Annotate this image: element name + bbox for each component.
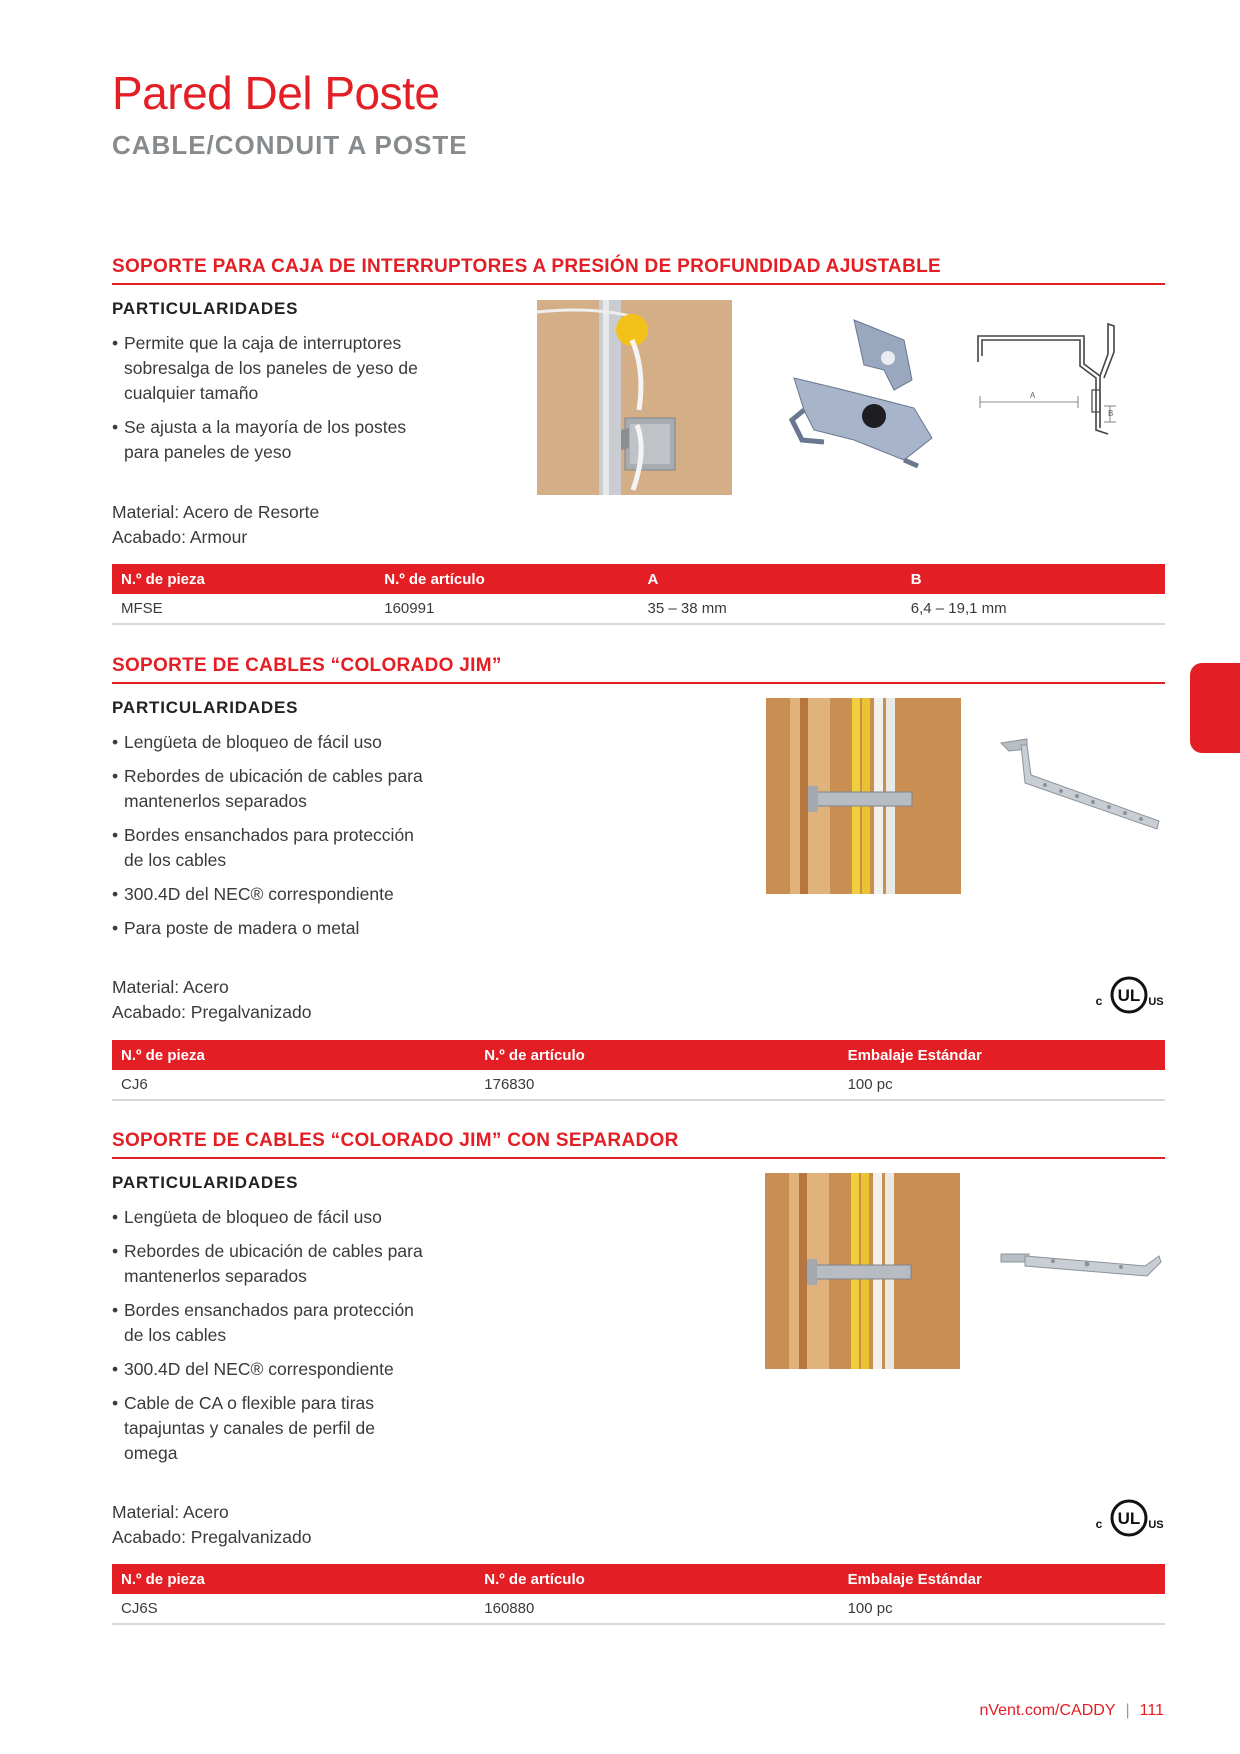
- column-header: N.º de artículo: [475, 1564, 838, 1594]
- table-row: [112, 1594, 1165, 1624]
- finish-text: Acabado: Armour: [112, 527, 248, 547]
- section-title: SOPORTE DE CABLES “COLORADO JIM” CON SEPARADOR: [112, 1130, 1165, 1159]
- dimension-drawing: [970, 318, 1120, 458]
- list-item: • Bordes ensanchados para protección de los cables: [112, 823, 432, 873]
- product-photo-installed: [537, 300, 732, 495]
- cul-us-certification-icon: [1093, 1498, 1165, 1538]
- spec-table: [112, 1040, 1165, 1101]
- features-heading: PARTICULARIDADES: [112, 1173, 299, 1192]
- column-header: N.º de pieza: [112, 1040, 475, 1070]
- list-item: • Lengüeta de bloqueo de fácil uso: [112, 1205, 432, 1230]
- footer-separator: |: [1125, 1702, 1130, 1719]
- page-number: 111: [1139, 1702, 1164, 1719]
- list-item: • Rebordes de ubicación de cables para mantenerlos separados: [112, 1239, 432, 1289]
- column-header: B: [902, 564, 1165, 594]
- table-cell: CJ6S: [112, 1594, 475, 1624]
- installed-bracket-illustration: [537, 300, 732, 495]
- finish-text: Acabado: Pregalvanizado: [112, 1527, 312, 1547]
- list-item: • Cable de CA o flexible para tiras tapajuntas y canales de perfil de omega: [112, 1391, 432, 1466]
- list-item: • 300.4D del NEC® correspondiente: [112, 1357, 432, 1382]
- features-heading: PARTICULARIDADES: [112, 299, 299, 318]
- table-row: [112, 594, 1165, 624]
- table-cell: CJ6: [112, 1070, 475, 1100]
- table-cell: 100 pc: [839, 1594, 1165, 1624]
- dimension-b-label: B: [1108, 409, 1114, 418]
- ul-us-text: US: [1148, 1519, 1164, 1531]
- dimension-a-label: A: [1030, 391, 1036, 400]
- page-footer: [979, 1702, 1164, 1720]
- cul-us-certification-icon: [1093, 975, 1165, 1015]
- installed-cable-support-illustration: [766, 698, 961, 894]
- column-header: N.º de pieza: [112, 564, 375, 594]
- table-row: [112, 1070, 1165, 1100]
- cable-support-with-spacer-product-image: [997, 1248, 1165, 1296]
- product-photo-installed: [766, 698, 961, 894]
- finish-text: Acabado: Pregalvanizado: [112, 1002, 312, 1022]
- ul-us-text: US: [1148, 996, 1164, 1008]
- table-cell: 35 – 38 mm: [639, 594, 902, 624]
- cable-support-product-image: [997, 735, 1165, 845]
- bracket-product-image: [784, 310, 940, 470]
- table-cell: 6,4 – 19,1 mm: [902, 594, 1165, 624]
- features-list: [112, 730, 432, 941]
- section-title: SOPORTE DE CABLES “COLORADO JIM”: [112, 655, 1165, 684]
- page-subtitle: CABLE/CONDUIT A POSTE: [112, 130, 468, 160]
- section-cj6: [112, 655, 1165, 1105]
- list-item: • 300.4D del NEC® correspondiente: [112, 882, 432, 907]
- spec-table: [112, 1564, 1165, 1625]
- table-cell: MFSE: [112, 594, 375, 624]
- ul-c-text: c: [1095, 994, 1103, 1008]
- product-photo-installed: [765, 1173, 960, 1369]
- list-item: • Lengüeta de bloqueo de fácil uso: [112, 730, 432, 755]
- features-heading: PARTICULARIDADES: [112, 698, 299, 717]
- features-list: [112, 331, 432, 465]
- ul-c-text: c: [1095, 1517, 1103, 1531]
- table-cell: 100 pc: [839, 1070, 1165, 1100]
- installed-cable-support-illustration: [765, 1173, 960, 1369]
- ul-mark-text: UL: [1117, 986, 1141, 1005]
- column-header: N.º de pieza: [112, 1564, 475, 1594]
- footer-site-link[interactable]: nVent.com/CADDY: [979, 1702, 1116, 1719]
- section-title: SOPORTE PARA CAJA DE INTERRUPTORES A PRESIÓN DE PROFUNDIDAD AJUSTABLE: [112, 256, 1165, 285]
- list-item: • Para poste de madera o metal: [112, 916, 432, 941]
- column-header: A: [639, 564, 902, 594]
- material-text: Material: Acero: [112, 977, 229, 997]
- material-info: [112, 975, 311, 1025]
- table-cell: 160880: [475, 1594, 838, 1624]
- material-info: [112, 500, 319, 550]
- list-item: • Se ajusta a la mayoría de los postes para paneles de yeso: [112, 415, 432, 465]
- column-header: N.º de artículo: [375, 564, 638, 594]
- list-item: • Bordes ensanchados para protección de los cables: [112, 1298, 432, 1348]
- spec-table: [112, 564, 1165, 625]
- column-header: Embalaje Estándar: [839, 1040, 1165, 1070]
- section-mfse: [112, 256, 1165, 626]
- chapter-tab[interactable]: [1190, 663, 1240, 753]
- material-info: [112, 1500, 311, 1550]
- page-title: Pared Del Poste: [112, 67, 440, 119]
- features-list: [112, 1205, 432, 1466]
- ul-mark-text: UL: [1117, 1509, 1141, 1528]
- list-item: • Permite que la caja de interruptores sobresalga de los paneles de yeso de cualquier tamaño: [112, 331, 432, 406]
- list-item: • Rebordes de ubicación de cables para mantenerlos separados: [112, 764, 432, 814]
- material-text: Material: Acero: [112, 1502, 229, 1522]
- material-text: Material: Acero de Resorte: [112, 502, 320, 522]
- section-cj6s: [112, 1130, 1165, 1630]
- column-header: N.º de artículo: [475, 1040, 838, 1070]
- table-cell: 160991: [375, 594, 638, 624]
- table-cell: 176830: [475, 1070, 838, 1100]
- column-header: Embalaje Estándar: [839, 1564, 1165, 1594]
